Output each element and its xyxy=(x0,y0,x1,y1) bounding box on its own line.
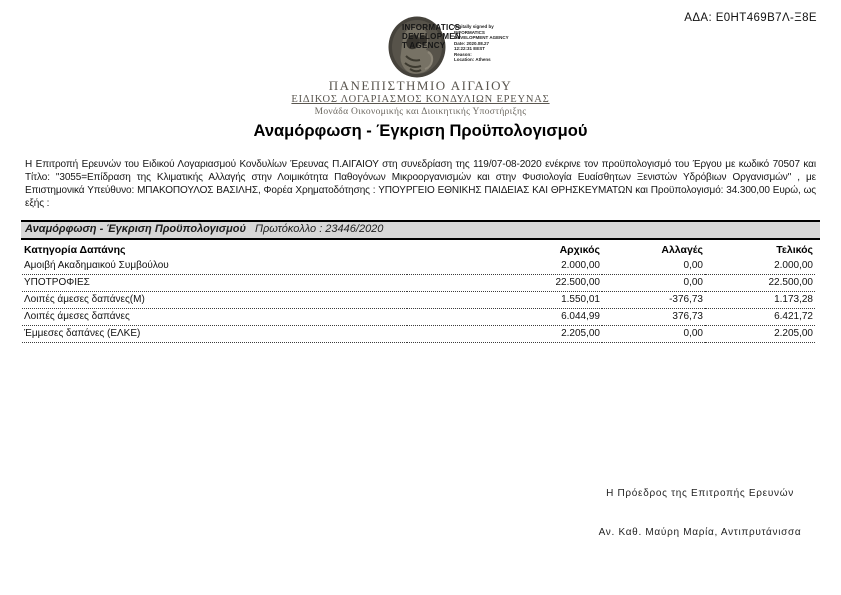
letterhead xyxy=(0,78,841,118)
cell-initial: 2.000,00 xyxy=(407,258,602,275)
stamp-detail-line: DEVELOPMENT AGENCY xyxy=(454,35,509,40)
cell-initial: 1.550,01 xyxy=(407,292,602,309)
cell-changes: 376,73 xyxy=(602,309,705,326)
stamp-detail-line: INFORMATICS xyxy=(454,29,485,35)
protocol-bar xyxy=(21,220,820,240)
stamp-detail-line: Reason: xyxy=(454,51,472,57)
signature-role: Η Πρόεδρος της Επιτροπής Ερευνών xyxy=(606,488,794,499)
cell-category: Έμμεσες δαπάνες (ΕΛΚΕ) xyxy=(22,326,407,343)
page-title: Αναμόρφωση - Έγκριση Προϋπολογισμού xyxy=(253,122,588,140)
table-row xyxy=(22,258,815,275)
cell-final: 2.205,00 xyxy=(705,326,815,343)
header-logo-area xyxy=(388,16,588,80)
ada-code: ΑΔΑ: Ε0ΗΤ469Β7Λ-Ξ8Ε xyxy=(684,12,817,24)
cell-changes: 0,00 xyxy=(602,326,705,343)
cell-changes: -376,73 xyxy=(602,292,705,309)
intro-paragraph: Η Επιτροπή Ερευνών του Ειδικού Λογαριασμού Κονδυλίων Έρευνας Π.ΑΙΓΑΙΟΥ στη συνεδρίαση της 119/07-08-2020 ενέκρινε τον προϋπολογισμό του Έργου με κωδικό 70507 και Τίτλο: "3055=Επίδραση της Κλιματικής Αλλαγής στην Λοιμικότητα Παθογόνων Μικροοργανισμών και στην Φυσιολογία Ευαίσθητων Ξενιστών Υδρόβιων Οργανισμών" , με Επιστημονικά Υπεύθυνο: ΜΠΑΚΟΠΟΥΛΟΣ ΒΑΣΙΛΗΣ, Φορέα Χρηματοδότησης : ΥΠΟΥΡΓΕΙΟ ΕΘΝΙΚΗΣ ΠΑΙΔΕΙΑΣ ΚΑΙ ΘΡΗΣΚΕΥΜΑΤΩΝ και Προϋπολογισμό: 34.300,00 Ευρώ, ως εξής : xyxy=(25,159,816,209)
cell-initial: 2.205,00 xyxy=(407,326,602,343)
column-header-category: Κατηγορία Δαπάνης xyxy=(24,244,126,256)
stamp-agency-line: T AGENCY xyxy=(402,41,446,50)
table-header-row xyxy=(22,243,815,258)
signature-block xyxy=(560,488,840,538)
cell-final: 1.173,28 xyxy=(705,292,815,309)
table-row xyxy=(22,275,815,292)
cell-final: 22.500,00 xyxy=(705,275,815,292)
stamp-detail-line: 12:22:31 EEST xyxy=(454,46,486,51)
digital-stamp-agency xyxy=(402,23,461,50)
department-name: ΕΙΔΙΚΟΣ ΛΟΓΑΡΙΑΣΜΟΣ ΚΟΝΔΥΛΙΩΝ ΕΡΕΥΝΑΣ xyxy=(291,94,550,105)
budget-table xyxy=(22,243,815,343)
cell-initial: 22.500,00 xyxy=(407,275,602,292)
stamp-agency-line: INFORMATICS xyxy=(402,23,461,32)
cell-category: ΥΠΟΤΡΟΦΙΕΣ xyxy=(22,275,407,292)
cell-category: Λοιπές άμεσες δαπάνες(Μ) xyxy=(22,292,407,309)
stamp-detail-line: Location: Athens xyxy=(454,57,491,62)
protocol-bar-title: Αναμόρφωση - Έγκριση Προϋπολογισμού xyxy=(25,223,246,235)
stamp-detail-line: Date: 2020.08.27 xyxy=(454,40,490,46)
cell-final: 6.421,72 xyxy=(705,309,815,326)
table-row xyxy=(22,309,815,326)
cell-changes: 0,00 xyxy=(602,275,705,292)
column-header-changes: Αλλαγές xyxy=(661,244,703,256)
stamp-agency-line: DEVELOPMEN xyxy=(402,32,462,41)
cell-changes: 0,00 xyxy=(602,258,705,275)
digital-stamp-details xyxy=(454,24,516,63)
cell-final: 2.000,00 xyxy=(705,258,815,275)
cell-initial: 6.044,99 xyxy=(407,309,602,326)
university-name: ΠΑΝΕΠΙΣΤΗΜΙΟ ΑΙΓΑΙΟΥ xyxy=(328,78,513,93)
column-header-final: Τελικός xyxy=(776,244,813,256)
signature-name: Αν. Καθ. Μαύρη Μαρία, Αντιπρυτάνισσα xyxy=(598,527,802,538)
unit-name: Μονάδα Οικονομικής και Διοικητικής Υποστήριξης xyxy=(314,107,527,117)
cell-category: Αμοιβή Ακαδημαικού Συμβούλου xyxy=(22,258,407,275)
table-row xyxy=(22,292,815,309)
stamp-detail-line: Digitally signed by xyxy=(454,24,494,29)
table-row xyxy=(22,326,815,343)
protocol-number: Πρωτόκολλο : 23446/2020 xyxy=(255,223,384,235)
column-header-initial: Αρχικός xyxy=(559,244,600,256)
cell-category: Λοιπές άμεσες δαπάνες xyxy=(22,309,407,326)
